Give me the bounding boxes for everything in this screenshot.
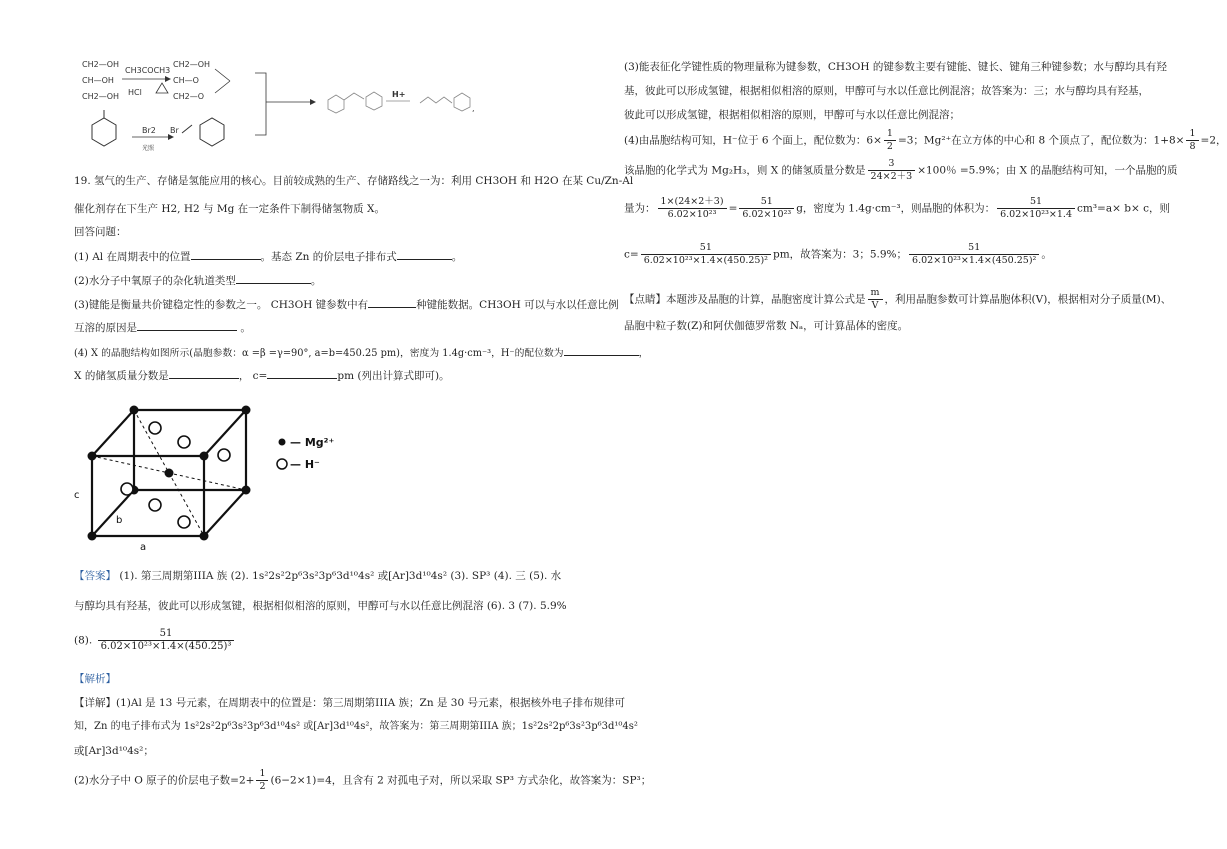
- q3-blank-2: [137, 320, 237, 331]
- q4-text-c: ， c=: [238, 370, 268, 382]
- q3-text-b: 种键能数据。CH3OH 可以与水以任意比例: [416, 299, 619, 311]
- glycerol-label-3: CH2—OH: [82, 92, 120, 101]
- answer-line-2: 与醇均具有羟基，彼此可以形成氢键，根据相似相溶的原则，甲醇可与水以任意比例混溶 (6). 3 (7). 5.9%: [74, 600, 567, 612]
- right-line-6: 量为： $\frac{1\times(24\times 2+3)}{\text{6.02×10²³}}$ = $\frac{51}{\text{6.02×10²³}}$ g，密度为 1.4g·cm⁻³，则晶胞的体积为： $\frac{51}{\text{6.02×10²³×1.4}}$ cm³=a× b× c，则: [624, 196, 1170, 220]
- q1-text-b: 。基态 Zn 的价层电子排布式: [260, 251, 397, 263]
- right-line-1: (3)能表征化学键性质的物理量称为键参数，CH3OH 的键参数主要有键能、键长、键角三种键参数；水与醇均具有羟: [624, 61, 1167, 73]
- condition-bottom: 光照: [142, 145, 155, 152]
- q3-text-a: (3)键能是衡量共价键稳定性的参数之一。 CH3OH 键参数中有: [74, 299, 369, 311]
- analysis-line-1: 【详解】(1)Al 是 13 号元素，在周期表中的位置是：第三周期第IIIA 族；Zn 是 30 号元素，根据核外电子排布规律可: [74, 697, 625, 709]
- right-line-3: 彼此可以形成氢键，根据相似相溶的原则，甲醇可与水以任意比例混溶；: [624, 109, 960, 121]
- glycerol-label-1: CH2—OH: [82, 60, 120, 69]
- right-line-7: c= $\frac{51}{\text{6.02×10²³×1.4×(450.25)²}}$ pm，故答案为：3；5.9%； $\frac{51}{\text{6.02×10²³×1.4×(450.25)²}}$ 。: [624, 242, 1052, 266]
- right-line-5: 该晶胞的化学式为 Mg₂H₃，则 X 的储氢质量分数是 $\frac{3}{24\times 2+3}$ ×100％ =5.9%；由 X 的晶胞结构可知，一个晶胞的质: [624, 158, 1178, 182]
- q4-blank-3: [267, 368, 337, 379]
- q4-text-a: (4) X 的晶胞结构如图所示(晶胞参数：α =β =γ=90°, a=b=450.25 pm)，密度为 1.4g·cm⁻³，H⁻的配位数为: [74, 348, 564, 359]
- question-2: (2)水分子中氧原子的杂化轨道类型 。: [74, 275, 322, 287]
- glycerol-label-2: CH—OH: [82, 76, 114, 85]
- answer-item-8: [74, 628, 236, 653]
- question-3-cont: 互溶的原因是 。: [74, 322, 251, 334]
- right-line-2: 基，彼此可以形成氢键，根据相似相溶的原则，甲醇可与水以任意比例混溶；故答案为：三；水与醇均具有羟基，: [624, 85, 1149, 97]
- analysis-line-4: (2)水分子中 O 原子的价层电子数=2+ $\frac{1}{2}$ (6−2×1)=4，且含有 2 对孤电子对，所以采取 SP³ 方式杂化，故答案为：SP³；: [74, 768, 652, 792]
- acetal-label-1: CH2—OH: [173, 60, 211, 69]
- catalyst-top: HCl: [128, 88, 142, 97]
- benzyl-ring: [200, 118, 224, 146]
- q4-blank-2: [169, 368, 239, 379]
- question-3: [74, 297, 619, 312]
- triangle-icon: [156, 83, 168, 93]
- right-line-9: 晶胞中粒子数(Z)和阿伏伽德罗常数 Nₐ，可计算晶体的密度。: [624, 320, 909, 332]
- q2-blank: [236, 273, 311, 284]
- axis-c-label: c: [74, 490, 80, 501]
- axis-a-label: a: [140, 542, 147, 553]
- analysis-tag: 【解析】: [74, 673, 116, 685]
- q1-text: (1) Al 在周期表中的位置: [74, 251, 191, 263]
- analysis-line-2: 知，Zn 的电子排布式为 1s²2s²2p⁶3s²3p⁶3d¹⁰4s² 或[Ar]3d¹⁰4s²，故答案为：第三周期第IIIA 族；1s²2s²2p⁶3s²3p⁶3d¹⁰4s²: [74, 721, 638, 732]
- q2-text: (2)水分子中氧原子的杂化轨道类型: [74, 275, 236, 287]
- answer-prompt: 回答问题：: [74, 226, 127, 238]
- q1-blank-1: [191, 249, 261, 260]
- question-4-cont: [74, 368, 450, 383]
- acetal-label-2: CH—O: [173, 76, 199, 85]
- q3-text-c: 互溶的原因是: [74, 322, 137, 334]
- toluene-ring: [92, 118, 116, 146]
- answer-frac-den: 6.02×10²³×1.4×(450.25)³: [100, 641, 232, 652]
- item8-label: (8).: [74, 634, 93, 647]
- q3-blank-1: [368, 297, 416, 308]
- crystal-cell-figure: [72, 398, 352, 556]
- reagent-top: CH3COCH3: [125, 66, 171, 75]
- reagent-bottom: Br2: [142, 126, 156, 135]
- question-4: (4) X 的晶胞结构如图所示(晶胞参数：α =β =γ=90°, a=b=450.25 pm)，密度为 1.4g·cm⁻³，H⁻的配位数为 ，: [74, 345, 648, 360]
- acetal-label-3: CH2—O: [173, 92, 204, 101]
- q4-text-b: X 的储氢质量分数是: [74, 370, 169, 382]
- hplus-label: H+: [392, 90, 406, 99]
- question-intro-line1: 19. 氢气的生产、存储是氢能应用的核心。目前较成熟的生产、存储路线之一为：利用 CH3OH 和 H2O 在某 Cu/Zn-Al: [74, 175, 634, 187]
- answer-frac-num: 51: [98, 628, 235, 641]
- question-intro-line2: 催化剂存在下生产 H2, H2 与 Mg 在一定条件下制得储氢物质 X。: [74, 203, 385, 215]
- q4-text-d: pm (列出计算式即可)。: [337, 370, 450, 382]
- legend-h: — H⁻: [290, 458, 320, 471]
- analysis-line-3: 或[Ar]3d¹⁰4s²；: [74, 745, 154, 757]
- d4a: (2)水分子中 O 原子的价层电子数=2+: [74, 774, 255, 787]
- q1-blank-2: [397, 249, 452, 260]
- answer-line-1: [74, 570, 561, 583]
- right-line-4: (4)由晶胞结构可知，H⁻位于 6 个面上，配位数为：6× $\frac{1}{2}$ =3；Mg²⁺在立方体的中心和 8 个顶点了，配位数为：1+8× $\frac{1}{8}$ =2，: [624, 128, 1227, 152]
- question-1: (1) Al 在周期表中的位置 。基态 Zn 的价层电子排布式 。: [74, 251, 463, 263]
- answer-items: (1). 第三周期第IIIA 族 (2). 1s²2s²2p⁶3s²3p⁶3d¹⁰4s² 或[Ar]3d¹⁰4s² (3). SP³ (4). 三 (5). 水: [119, 570, 562, 582]
- legend-mg: — Mg²⁺: [290, 436, 335, 449]
- answer-tag: 【答案】: [74, 570, 116, 582]
- product-bottom-label: Br: [170, 126, 179, 135]
- q4-blank-1: [564, 345, 639, 356]
- d4b: (6−2×1)=4，且含有 2 对孤电子对，所以采取 SP³ 方式杂化，故答案为：SP³；: [270, 774, 652, 787]
- right-line-8: 【点睛】本题涉及晶胞的计算，晶胞密度计算公式是 $\frac{m}{V}$ ，利用晶胞参数可计算晶胞体积(V)，根据相对分子质量(M)、: [624, 287, 1172, 311]
- axis-b-label: b: [116, 515, 123, 526]
- scheme-tail-comma: ,: [472, 104, 475, 113]
- reaction-scheme: [70, 55, 510, 160]
